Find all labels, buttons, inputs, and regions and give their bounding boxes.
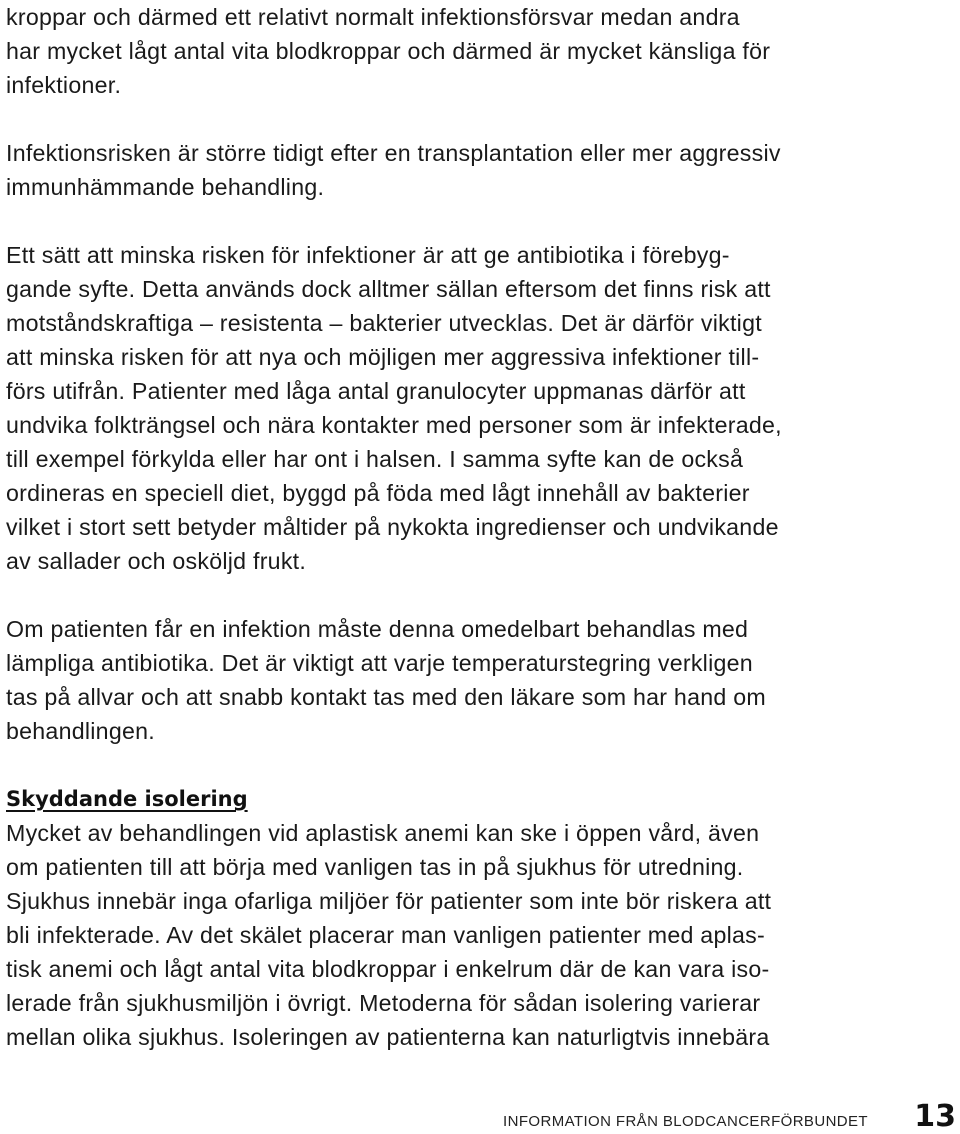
paragraph-gap [6, 578, 954, 612]
paragraph-antibiotics [6, 238, 954, 578]
text-line: Infektionsrisken är större tidigt efter en transplantation eller mer aggressiv [6, 140, 781, 166]
text-line: förs utifrån. Patienter med låga antal granulocyter uppmanas därför att [6, 378, 746, 404]
paragraph-treatment [6, 612, 954, 748]
text-line: tisk anemi och lågt antal vita blodkroppar i enkelrum där de kan vara iso- [6, 956, 770, 982]
text-line: vilket i stort sett betyder måltider på nykokta ingredienser och undvikande [6, 514, 779, 540]
paragraph-gap [6, 748, 954, 782]
text-line: ordineras en speciell diet, byggd på föda med lågt innehåll av bakterier [6, 480, 750, 506]
paragraph-gap [6, 204, 954, 238]
text-line: undvika folkträngsel och nära kontakter med personer som är infekterade, [6, 412, 782, 438]
section-heading: Skyddande isolering [6, 787, 248, 811]
text-line: kroppar och därmed ett relativt normalt infektionsförsvar medan andra [6, 4, 740, 30]
text-line: Mycket av behandlingen vid aplastisk anemi kan ske i öppen vård, även [6, 820, 760, 846]
text-line: motståndskraftiga – resistenta – bakterier utvecklas. Det är därför viktigt [6, 310, 762, 336]
paragraph-gap [6, 102, 954, 136]
section-body [6, 816, 954, 1054]
text-line: att minska risken för att nya och möjligen mer aggressiva infektioner till- [6, 344, 760, 370]
text-line: tas på allvar och att snabb kontakt tas med den läkare som har hand om [6, 684, 766, 710]
text-line: mellan olika sjukhus. Isoleringen av patienterna kan naturligtvis innebära [6, 1024, 770, 1050]
page-number: 13 [914, 1099, 956, 1134]
page-footer [0, 1098, 960, 1133]
text-line: om patienten till att börja med vanligen tas in på sjukhus för utredning. [6, 854, 744, 880]
text-line: har mycket lågt antal vita blodkroppar och därmed är mycket känsliga för [6, 38, 771, 64]
text-line: till exempel förkylda eller har ont i halsen. I samma syfte kan de också [6, 446, 744, 472]
text-line: behandlingen. [6, 718, 155, 744]
text-line: Sjukhus innebär inga ofarliga miljöer för patienter som inte bör riskera att [6, 888, 772, 914]
paragraph-intro [6, 0, 954, 102]
paragraph-infection-risk [6, 136, 954, 204]
text-line: lerade från sjukhusmiljön i övrigt. Metoderna för sådan isolering varierar [6, 990, 761, 1016]
footer-publication: INFORMATION FRÅN BLODCANCERFÖRBUNDET [503, 1113, 868, 1130]
text-line: Ett sätt att minska risken för infektioner är att ge antibiotika i förebyg- [6, 242, 730, 268]
text-line: av sallader och osköljd frukt. [6, 548, 307, 574]
text-line: Om patienten får en infektion måste denna omedelbart behandlas med [6, 616, 749, 642]
document-page [6, 0, 954, 1054]
text-line: infektioner. [6, 72, 122, 98]
text-line: bli infekterade. Av det skälet placerar man vanligen patienter med aplas- [6, 922, 765, 948]
text-line: immunhämmande behandling. [6, 174, 325, 200]
text-line: gande syfte. Detta används dock alltmer sällan eftersom det finns risk att [6, 276, 771, 302]
text-line: lämpliga antibiotika. Det är viktigt att varje temperaturstegring verkligen [6, 650, 753, 676]
